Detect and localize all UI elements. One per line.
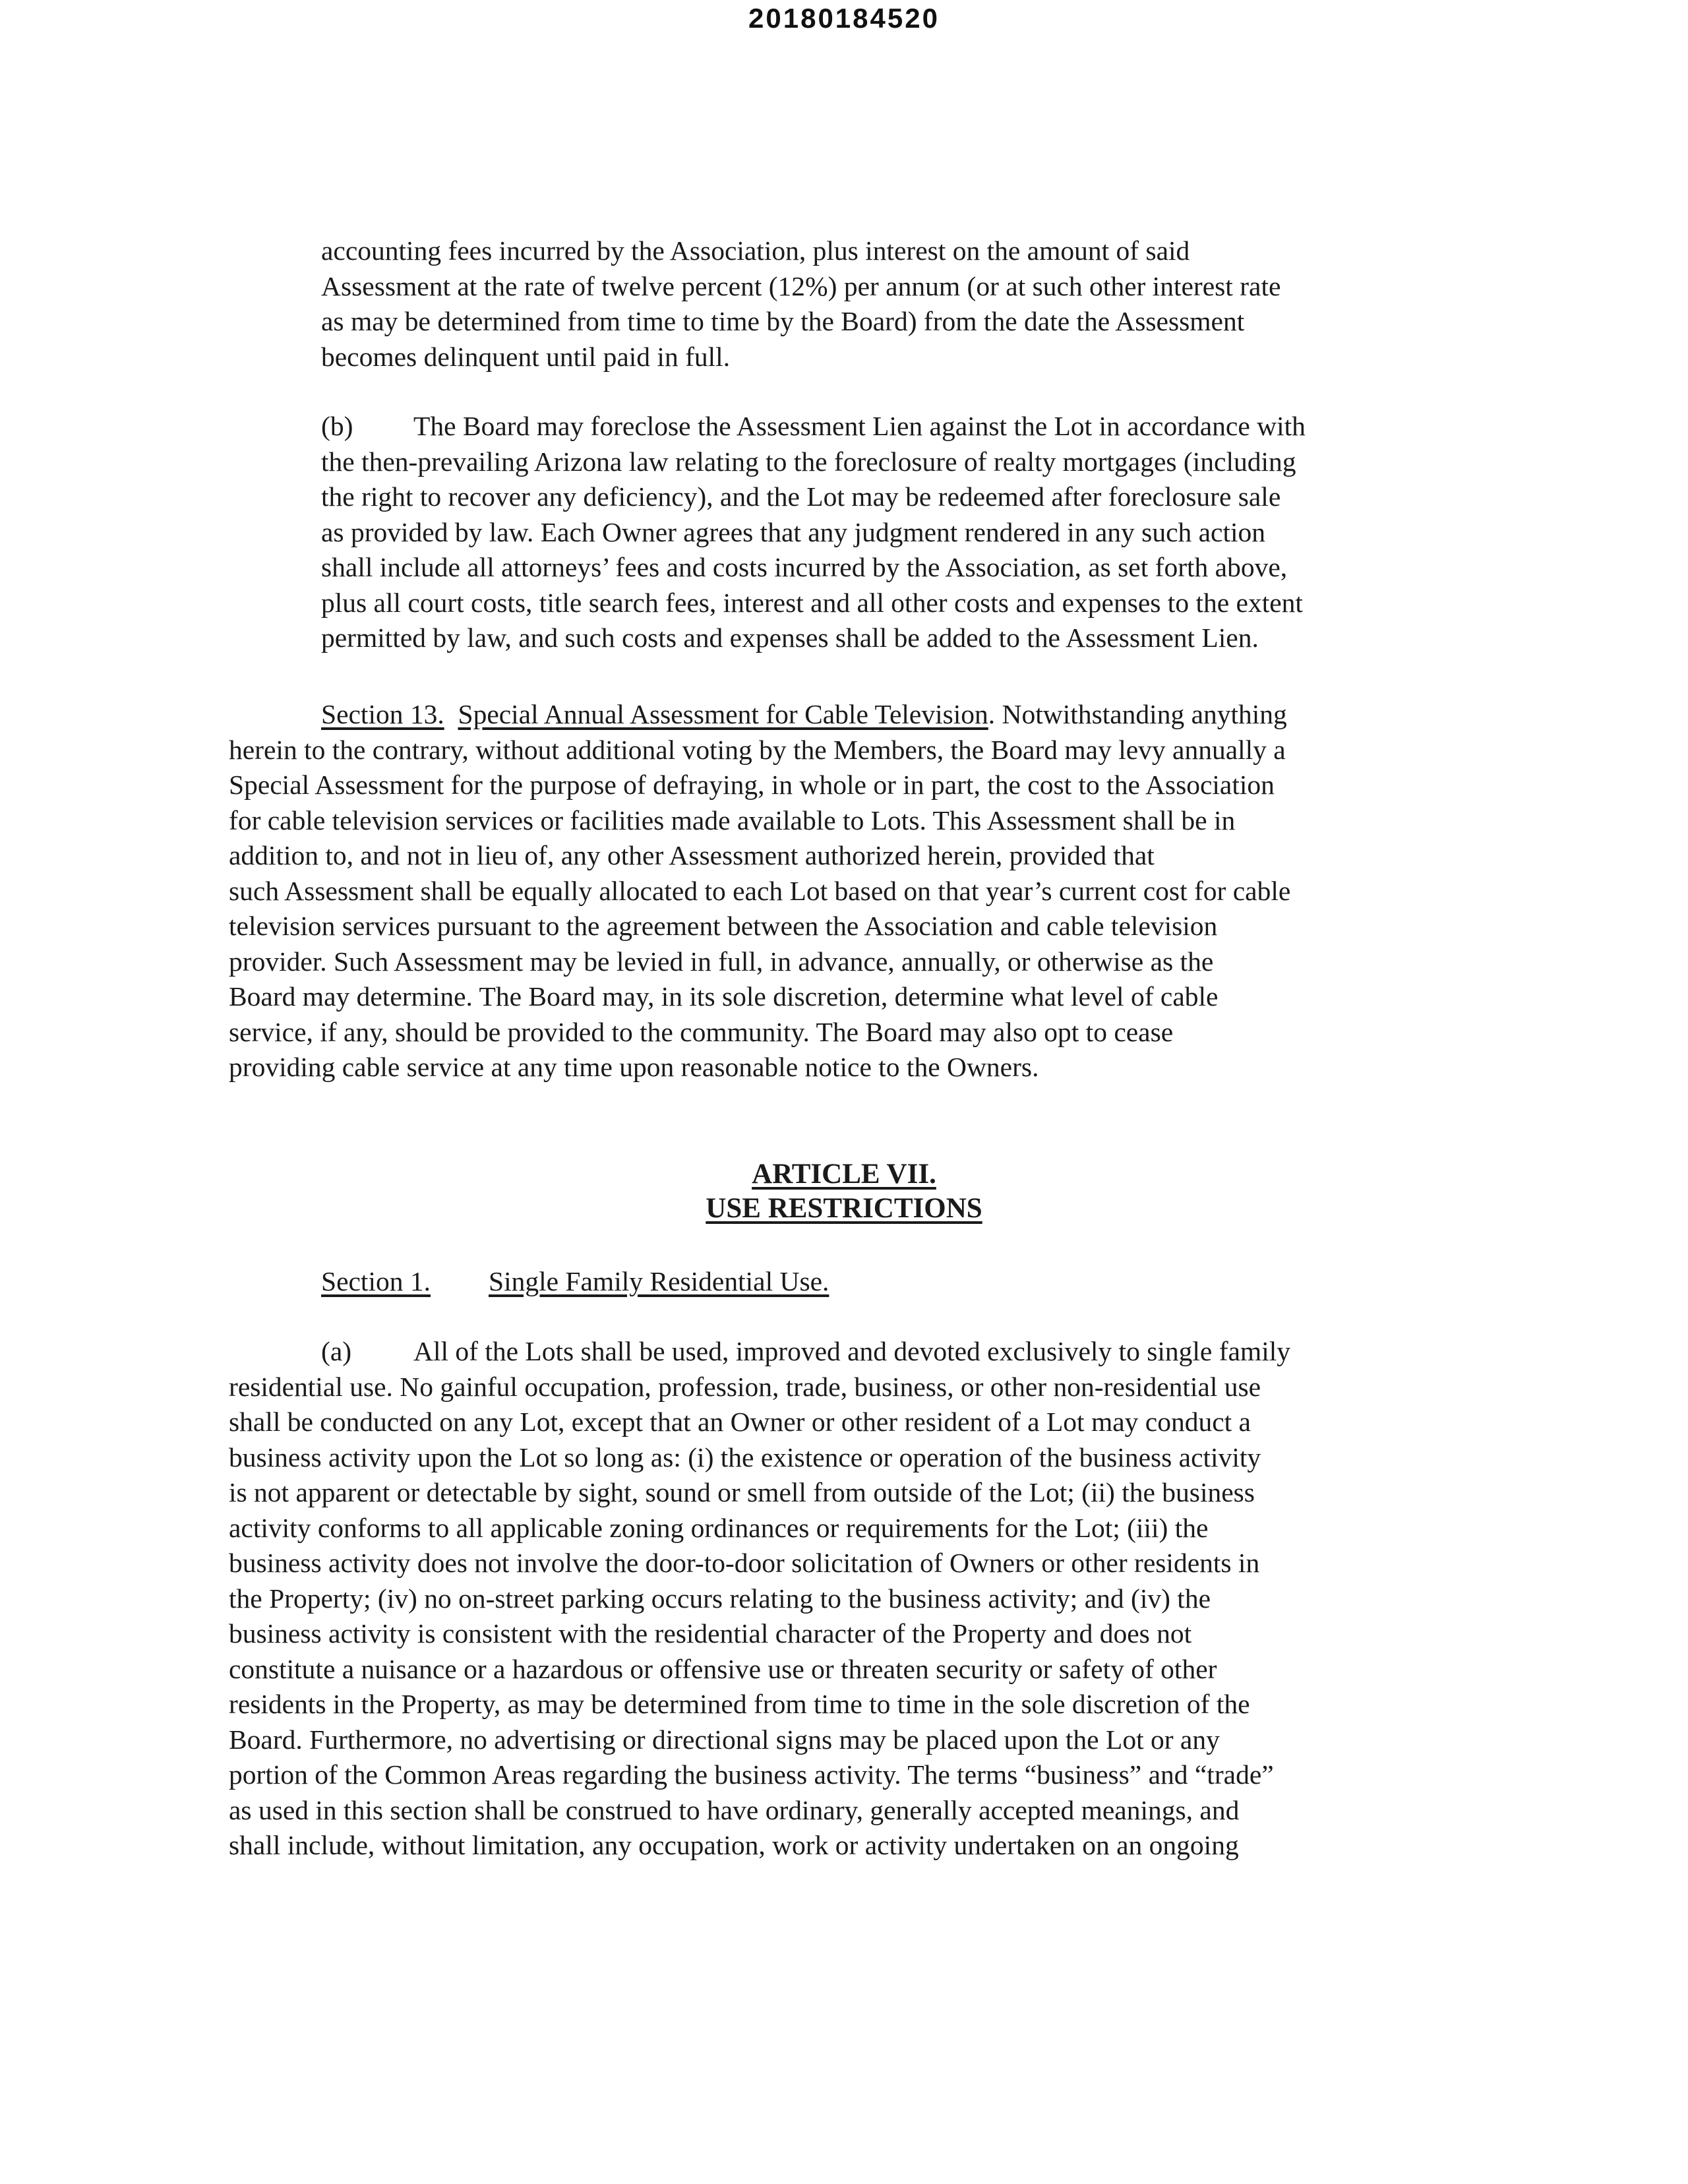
paragraph-continuation — [321, 233, 1281, 375]
text-line: service, if any, should be provided to the community. The Board may also opt to cease — [229, 1016, 1174, 1047]
document-number: 20180184520 — [748, 3, 940, 34]
text-line: shall include, without limitation, any occupation, work or activity undertaken on an ongoing — [229, 1830, 1239, 1860]
text-line: Special Assessment for the purpose of defraying, in whole or in part, the cost to the Association — [229, 770, 1275, 800]
text-line: the right to recover any deficiency), and the Lot may be redeemed after foreclosure sale — [321, 481, 1281, 512]
article-title: ARTICLE VII. — [752, 1159, 936, 1190]
text-line: television services pursuant to the agreement between the Association and cable television — [229, 911, 1218, 941]
text-line: Board may determine. The Board may, in its sole discretion, determine what level of cable — [229, 981, 1219, 1012]
text-line: Board. Furthermore, no advertising or directional signs may be placed upon the Lot or any — [229, 1724, 1220, 1755]
text-line: constitute a nuisance or a hazardous or offensive use or threaten security or safety of other — [229, 1653, 1217, 1684]
section-title: Single Family Residential Use. — [488, 1266, 829, 1296]
text-line: as provided by law. Each Owner agrees that any judgment rendered in any such action — [321, 516, 1266, 547]
text-line: the then-prevailing Arizona law relating to the foreclosure of realty mortgages (including — [321, 446, 1296, 477]
text-line: as may be determined from time to time by the Board) from the date the Assessment — [321, 306, 1245, 336]
text-line: business activity is consistent with the residential character of the Property and does not — [229, 1618, 1192, 1649]
text-line: provider. Such Assessment may be levied in full, in advance, annually, or otherwise as the — [229, 946, 1214, 977]
section-1-heading — [321, 1264, 829, 1300]
paragraph-label: (b) — [321, 411, 353, 441]
text-line: activity conforms to all applicable zoning ordinances or requirements for the Lot; (iii) the — [229, 1512, 1209, 1543]
text-line: for cable television services or facilities made available to Lots. This Assessment shall be in — [229, 804, 1236, 835]
text-line: portion of the Common Areas regarding the business activity. The terms “business” and “trade” — [229, 1759, 1274, 1790]
text-line: business activity does not involve the door-to-door solicitation of Owners or other residents in — [229, 1548, 1260, 1578]
section-title: Special Annual Assessment for Cable Television — [458, 699, 988, 729]
text-line: shall be conducted on any Lot, except that an Owner or other resident of a Lot may conduct a — [229, 1407, 1251, 1437]
paragraph-a — [229, 1334, 1290, 1864]
text-line: becomes delinquent until paid in full. — [321, 341, 731, 372]
paragraph-label: (a) — [321, 1336, 352, 1366]
text-line: addition to, and not in lieu of, any other Assessment authorized herein, provided that — [229, 840, 1155, 870]
text-line: providing cable service at any time upon reasonable notice to the Owners. — [229, 1052, 1039, 1082]
text-line: as used in this section shall be construed to have ordinary, generally accepted meanings, and — [229, 1794, 1240, 1825]
text-line: plus all court costs, title search fees, interest and all other costs and expenses to the extent — [321, 587, 1303, 618]
text-line: accounting fees incurred by the Association, plus interest on the amount of said — [321, 235, 1190, 266]
text-line: the Property; (iv) no on-street parking occurs relating to the business activity; and (iv) the — [229, 1583, 1211, 1614]
text-line: All of the Lots shall be used, improved and devoted exclusively to single family — [413, 1336, 1291, 1366]
paragraph-b — [321, 409, 1306, 656]
article-subtitle: USE RESTRICTIONS — [706, 1193, 982, 1224]
text-line: is not apparent or detectable by sight, sound or smell from outside of the Lot; (ii) the business — [229, 1477, 1255, 1507]
text-line: business activity upon the Lot so long as: (i) the existence or operation of the business activity — [229, 1441, 1261, 1472]
section-number: Section 1. — [321, 1266, 431, 1296]
text-line: shall include all attorneys’ fees and costs incurred by the Association, as set forth above, — [321, 552, 1288, 582]
text-line: . Notwithstanding anything — [988, 699, 1287, 729]
text-line: herein to the contrary, without additional voting by the Members, the Board may levy annually a — [229, 734, 1286, 765]
text-line: The Board may foreclose the Assessment Lien against the Lot in accordance with — [413, 411, 1306, 441]
text-line: permitted by law, and such costs and expenses shall be added to the Assessment Lien. — [321, 622, 1259, 653]
text-line: Assessment at the rate of twelve percent (12%) per annum (or at such other interest rate — [321, 270, 1281, 301]
text-line: such Assessment shall be equally allocated to each Lot based on that year’s current cost for cable — [229, 875, 1291, 906]
article-heading — [0, 1157, 1688, 1226]
text-line: residential use. No gainful occupation, profession, trade, business, or other non-residential use — [229, 1371, 1261, 1402]
section-number: Section 13. — [321, 699, 444, 729]
text-line: residents in the Property, as may be determined from time to time in the sole discretion of the — [229, 1689, 1250, 1719]
section-13 — [229, 697, 1290, 1085]
